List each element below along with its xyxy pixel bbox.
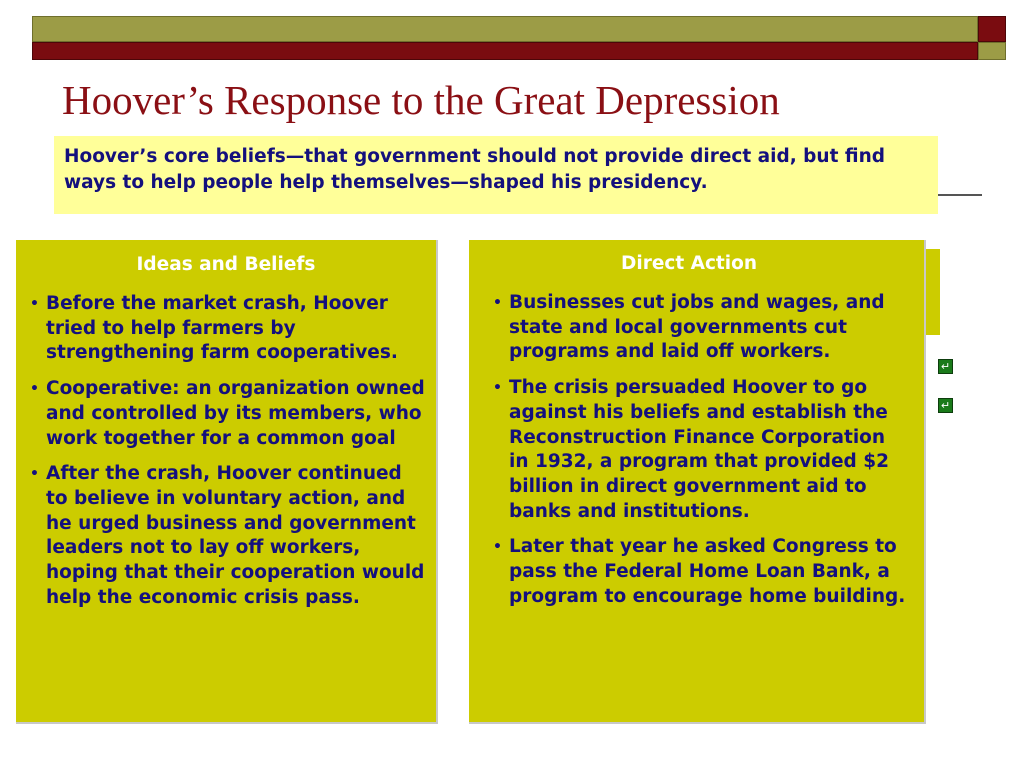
bullet-text: Later that year he asked Congress to pass the Federal Home Loan Bank, a program to encourage home building. bbox=[509, 536, 906, 607]
header-square-maroon bbox=[978, 16, 1006, 42]
bullet-text: Businesses cut jobs and wages, and state and local governments cut programs and laid off workers. bbox=[509, 292, 885, 363]
bullet-icon: • bbox=[30, 296, 39, 312]
header-bar-olive bbox=[32, 16, 978, 42]
header-square-olive bbox=[978, 42, 1006, 60]
bullet-icon: • bbox=[30, 466, 39, 483]
ideas-beliefs-heading: Ideas and Beliefs bbox=[136, 254, 316, 275]
bullet-text: Before the market crash, Hoover tried to help farmers by strengthening farm cooperatives. bbox=[46, 293, 398, 364]
return-arrow-icon[interactable]: ↵ bbox=[938, 359, 953, 374]
list-item bbox=[28, 462, 428, 610]
bullet-icon: • bbox=[493, 295, 502, 311]
list-item bbox=[491, 376, 907, 524]
list-item bbox=[491, 535, 907, 609]
direct-action-list bbox=[491, 291, 907, 620]
ideas-beliefs-panel bbox=[16, 240, 438, 724]
slide-title: Hoover’s Response to the Great Depression bbox=[62, 77, 780, 123]
bullet-icon: • bbox=[493, 539, 502, 556]
bullet-text: The crisis persuaded Hoover to go against his beliefs and establish the Reconstruction Finance Corporation in 1932, a program that provided $2 billion in direct government aid to banks and institutions. bbox=[509, 377, 889, 522]
direct-action-panel bbox=[469, 240, 926, 724]
panel-shadow bbox=[926, 249, 940, 335]
bullet-icon: • bbox=[493, 380, 502, 397]
summary-callout: Hoover’s core beliefs—that government should not provide direct aid, but find ways to help people help themselves—shaped his presidency. bbox=[54, 136, 938, 214]
list-item bbox=[491, 291, 907, 365]
list-item bbox=[28, 377, 428, 451]
bullet-icon: • bbox=[30, 381, 39, 398]
header-bar-maroon bbox=[32, 42, 978, 60]
ideas-beliefs-list bbox=[28, 292, 428, 621]
bullet-text: Cooperative: an organization owned and controlled by its members, who work together for a common goal bbox=[46, 378, 425, 449]
return-arrow-icon[interactable]: ↵ bbox=[938, 398, 953, 413]
list-item bbox=[28, 292, 428, 366]
direct-action-heading: Direct Action bbox=[621, 253, 757, 274]
bullet-text: After the crash, Hoover continued to believe in voluntary action, and he urged business and government leaders not to lay off workers, hoping that their cooperation would help the economic crisis pass. bbox=[46, 463, 425, 608]
